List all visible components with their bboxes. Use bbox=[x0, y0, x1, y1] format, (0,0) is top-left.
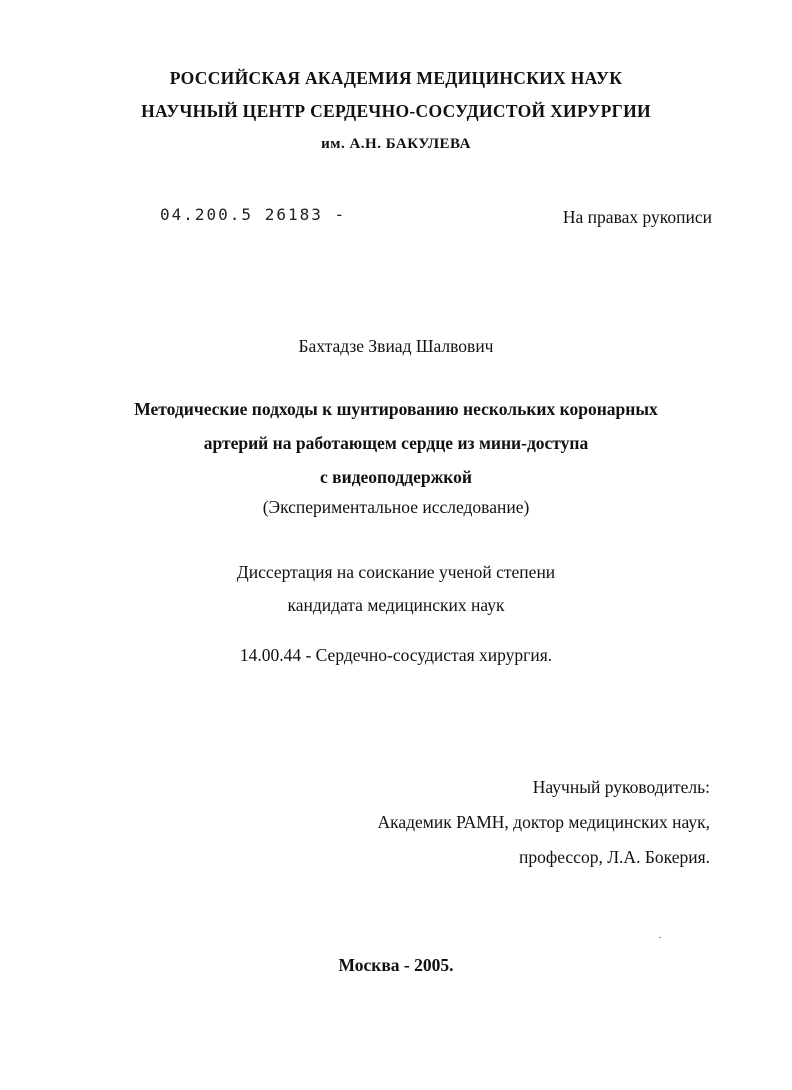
academy-name: РОССИЙСКАЯ АКАДЕМИЯ МЕДИЦИНСКИХ НАУК bbox=[169, 68, 623, 88]
thesis-line-2: кандидата медицинских наук bbox=[287, 595, 505, 615]
title-line-3: с видеоподдержкой bbox=[320, 467, 472, 487]
catalog-stamp-number: 04.200.5 26183 - bbox=[160, 205, 347, 224]
supervisor-line-2: профессор, Л.А. Бокерия. bbox=[519, 847, 710, 867]
supervisor-line-1: Академик РАМН, доктор медицинских наук, bbox=[377, 812, 710, 832]
study-type-subtitle: (Экспериментальное исследование) bbox=[262, 497, 530, 517]
thesis-line-1: Диссертация на соискание ученой степени bbox=[236, 562, 556, 582]
thesis-statement bbox=[90, 556, 702, 622]
supervisor-block bbox=[90, 770, 710, 875]
stamp-row bbox=[160, 205, 712, 233]
center-named-after: им. А.Н. БАКУЛЕВА bbox=[321, 136, 471, 152]
scan-artifact-mark: · bbox=[658, 930, 662, 944]
institution-header bbox=[90, 62, 702, 161]
dissertation-title bbox=[90, 392, 702, 494]
title-line-1: Методические подходы к шунтированию нескольких коронарных bbox=[134, 399, 658, 419]
specialty-code: 14.00.44 - Сердечно-сосудистая хирургия. bbox=[239, 645, 553, 665]
supervisor-label: Научный руководитель: bbox=[532, 777, 710, 797]
manuscript-rights-note: На правах рукописи bbox=[562, 207, 712, 227]
city-year-footer: Москва - 2005. bbox=[338, 955, 454, 975]
author-name: Бахтадзе Звиад Шалвович bbox=[298, 336, 494, 356]
title-line-2: артерий на работающем сердце из мини-доступа bbox=[203, 433, 589, 453]
center-name: НАУЧНЫЙ ЦЕНТР СЕРДЕЧНО-СОСУДИСТОЙ ХИРУРГИИ bbox=[141, 101, 651, 121]
